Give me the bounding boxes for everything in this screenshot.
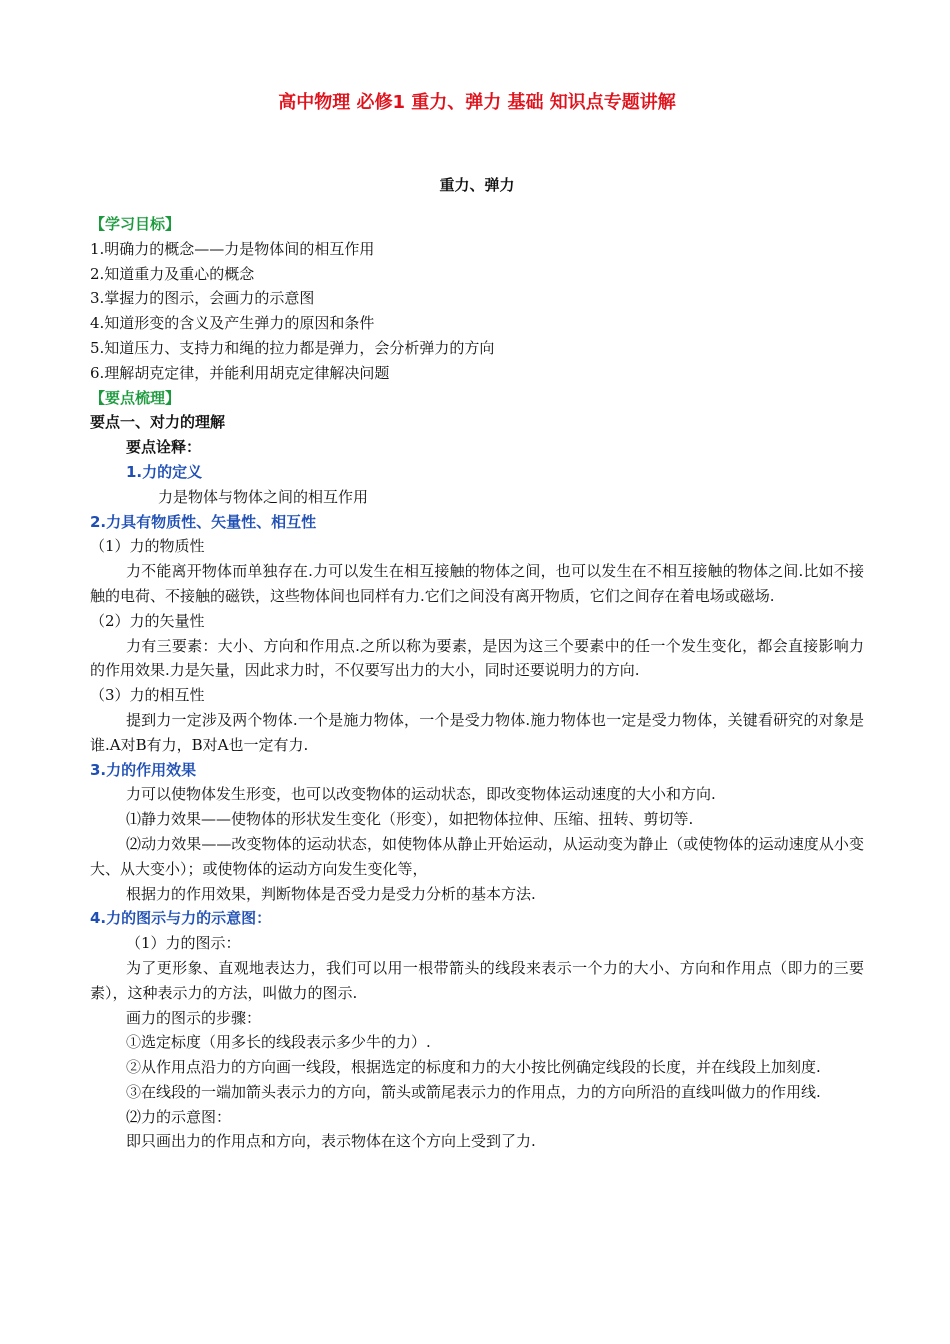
objective-item: 2.知道重力及重心的概念: [90, 264, 255, 283]
objective-item: 6.理解胡克定律，并能利用胡克定律解决问题: [90, 363, 390, 382]
document-title: 高中物理 必修1 重力、弹力 基础 知识点专题讲解: [278, 92, 676, 113]
section3-text: 根据力的作用效果，判断物体是否受力是受力分析的基本方法.: [126, 884, 536, 903]
section2-title: 2.力具有物质性、矢量性、相互性: [90, 512, 317, 531]
section3-title: 3.力的作用效果: [90, 760, 197, 779]
section4b-title: ⑵力的示意图：: [126, 1107, 232, 1126]
objective-item: 4.知道形变的含义及产生弹力的原因和条件: [90, 314, 375, 333]
section3-text: 力可以使物体发生形变，也可以改变物体的运动状态，即改变物体运动速度的大小和方向.: [126, 785, 716, 804]
section2a-text: 力不能离开物体而单独存在.力可以发生在相互接触的物体之间，也可以发生在不相互接触的物体之间.比如不接触的电荷、不接触的磁铁，这些物体间也同样有力.它们之间没有离开物质，它们之间存在着电场或磁场.: [90, 562, 864, 605]
section4a-text: 为了更形象、直观地表达力，我们可以用一根带箭头的线段来表示一个力的大小、方向和作用点（即力的三要素），这种表示力的方法，叫做力的图示.: [90, 958, 864, 1002]
section4-step: ②从作用点沿力的方向画一线段，根据选定的标度和力的大小按比例确定线段的长度，并在线段上加刻度.: [126, 1058, 821, 1077]
section3-text: ⑴静力效果——使物体的形状发生变化（形变），如把物体拉伸、压缩、扭转、剪切等.: [126, 810, 694, 829]
explain-label: 要点诠释：: [126, 438, 202, 457]
section-title: 重力、弹力: [439, 176, 515, 194]
section4a-title: （1）力的图示：: [126, 934, 241, 953]
section4-steps-title: 画力的图示的步骤：: [126, 1008, 262, 1027]
objective-item: 3.掌握力的图示，会画力的示意图: [90, 289, 315, 308]
objective-item: 1.明确力的概念——力是物体间的相互作用: [90, 239, 375, 258]
summary-heading: 【要点梳理】: [90, 388, 181, 407]
section2c-title: （3）力的相互性: [90, 686, 205, 705]
section2c-text: 提到力一定涉及两个物体.一个是施力物体，一个是受力物体.施力物体也一定是受力物体，关键看研究的对象是谁.A对B有力，B对A也一定有力.: [90, 710, 864, 754]
section2b-title: （2）力的矢量性: [90, 611, 205, 630]
objectives-heading: 【学习目标】: [90, 215, 181, 233]
section4-step: ③在线段的一端加箭头表示力的方向，箭头或箭尾表示力的作用点，力的方向所沿的直线叫做力的作用线.: [126, 1082, 821, 1101]
section3-text: ⑵动力效果——改变物体的运动状态，如使物体从静止开始运动，从运动变为静止（或使物体的运动速度从小变大、从大变小）；或使物体的运动方向发生变化等，: [90, 834, 864, 878]
section1-text: 力是物体与物体之间的相互作用: [158, 487, 369, 506]
point1-heading: 要点一、对力的理解: [90, 413, 226, 432]
section4-step: ①选定标度（用多长的线段表示多少牛的力）.: [126, 1033, 431, 1052]
objective-item: 5.知道压力、支持力和绳的拉力都是弹力，会分析弹力的方向: [90, 338, 495, 357]
section2b-text: 力有三要素：大小、方向和作用点.之所以称为要素，是因为这三个要素中的任一个发生变化，都会直接影响力的作用效果.力是矢量，因此求力时，不仅要写出力的大小，同时还要说明力的方向.: [90, 636, 864, 680]
section4b-text: 即只画出力的作用点和方向，表示物体在这个方向上受到了力.: [126, 1132, 536, 1151]
section4-title: 4.力的图示与力的示意图：: [90, 909, 272, 928]
section2a-title: （1）力的物质性: [90, 537, 205, 556]
section1-title: 1.力的定义: [126, 462, 203, 481]
